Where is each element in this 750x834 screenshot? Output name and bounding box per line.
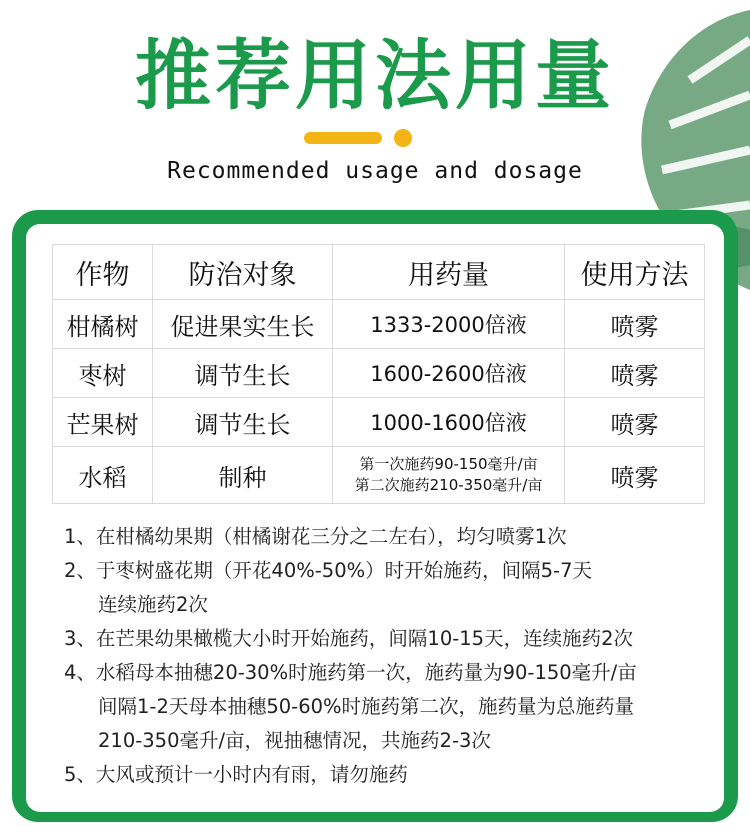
header-target: 防治对象: [153, 245, 333, 300]
table-row: [53, 349, 705, 398]
cell-crop: 芒果树: [53, 398, 153, 447]
title-underline-dot: [394, 129, 412, 147]
note-item: [64, 622, 724, 656]
cell-method: 喷雾: [565, 447, 705, 504]
dosage-line-first: 第一次施药90-150毫升/亩: [359, 455, 538, 473]
note-item: [64, 656, 724, 758]
note-line: 1、在柑橘幼果期（柑橘谢花三分之二左右），均匀喷雾1次: [64, 525, 567, 548]
cell-target: 调节生长: [153, 398, 333, 447]
cell-method: 喷雾: [565, 398, 705, 447]
page-title: 推荐用法用量: [135, 31, 615, 120]
note-line: 5、大风或预计一小时内有雨，请勿施药: [64, 763, 408, 786]
cell-crop: 水稻: [53, 447, 153, 504]
header-dosage: 用药量: [333, 245, 565, 300]
note-line: 间隔1-2天母本抽穗50-60%时施药第二次，施药量为总施药量: [98, 695, 635, 718]
cell-method: 喷雾: [565, 300, 705, 349]
header-crop: 作物: [53, 245, 153, 300]
note-line: 连续施药2次: [98, 593, 208, 616]
cell-target: 制种: [153, 447, 333, 504]
dosage-table: [52, 244, 705, 504]
cell-dosage: 1000-1600倍液: [333, 398, 565, 447]
table-header-row: [53, 245, 705, 300]
dosage-line-second: 第二次施药210-350毫升/亩: [354, 476, 543, 494]
note-item: [64, 554, 724, 622]
note-item: [64, 520, 724, 554]
cell-dosage: 1333-2000倍液: [333, 300, 565, 349]
note-line: 2、于枣树盛花期（开花40%-50%）时开始施药，间隔5-7天: [64, 559, 592, 582]
cell-target: 促进果实生长: [153, 300, 333, 349]
header-method: 使用方法: [565, 245, 705, 300]
note-item: [64, 758, 724, 792]
note-line: 210-350毫升/亩，视抽穗情况，共施药2-3次: [98, 729, 491, 752]
cell-method: 喷雾: [565, 349, 705, 398]
cell-dosage: 1600-2600倍液: [333, 349, 565, 398]
note-line: 4、水稻母本抽穗20-30%时施药第一次，施药量为90-150毫升/亩: [64, 661, 637, 684]
cell-dosage: [333, 447, 565, 504]
table-row: [53, 447, 705, 504]
cell-target: 调节生长: [153, 349, 333, 398]
usage-notes: [64, 520, 724, 792]
table-row: [53, 398, 705, 447]
note-line: 3、在芒果幼果橄榄大小时开始施药，间隔10-15天，连续施药2次: [64, 627, 633, 650]
title-underline-bar: [304, 132, 382, 144]
table-row: [53, 300, 705, 349]
page-subtitle: Recommended usage and dosage: [167, 158, 583, 184]
cell-crop: 柑橘树: [53, 300, 153, 349]
cell-crop: 枣树: [53, 349, 153, 398]
